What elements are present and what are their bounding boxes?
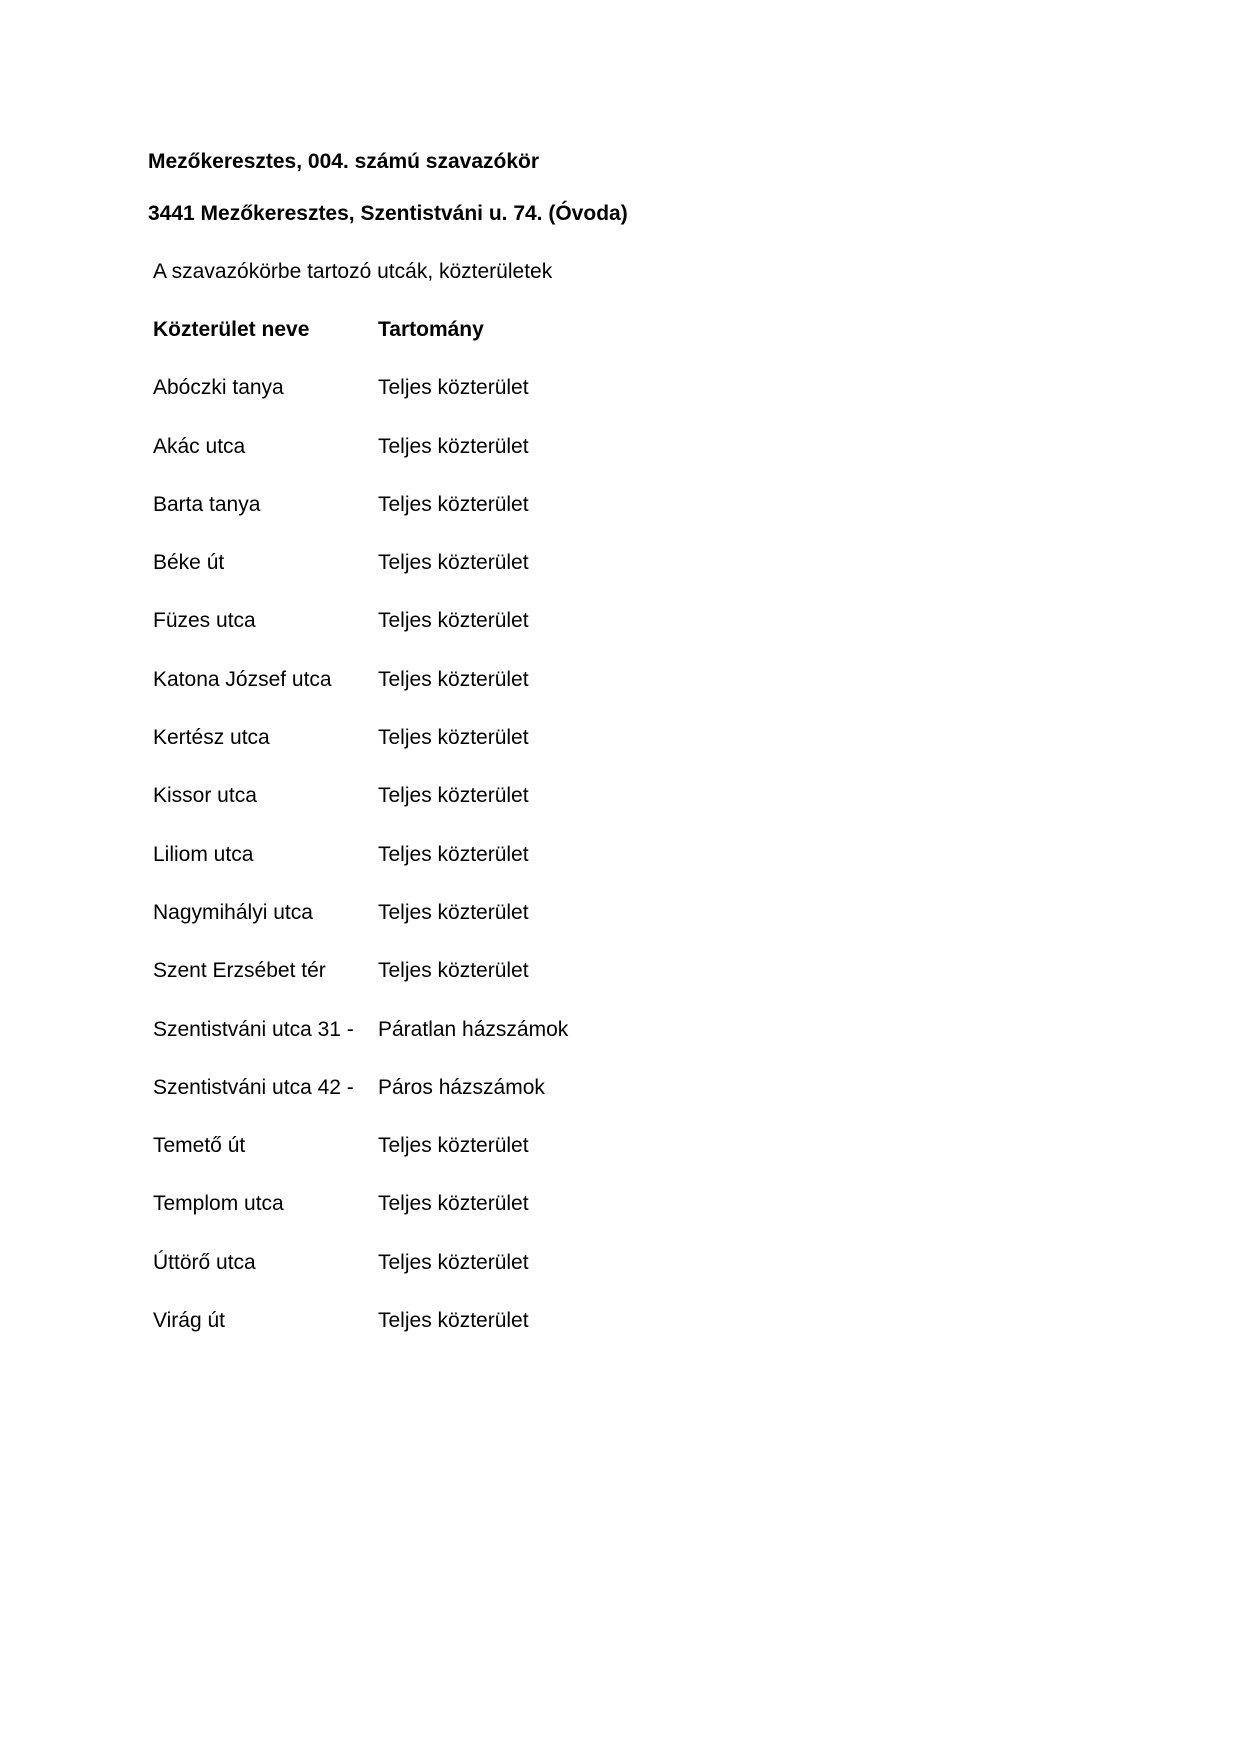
table-header-row [153, 318, 853, 376]
table-row [153, 1018, 853, 1076]
street-range: Páros házszámok [378, 1075, 545, 1099]
header-range: Tartomány [378, 318, 484, 341]
table-row [153, 843, 853, 901]
street-name: Barta tanya [153, 492, 261, 516]
street-range: Teljes közterület [378, 1134, 529, 1158]
table-row [153, 784, 853, 842]
table-row [153, 668, 853, 726]
table-row [153, 726, 853, 784]
street-name: Temető út [153, 1134, 246, 1158]
street-range: Teljes közterület [378, 1309, 529, 1333]
street-range: Teljes közterület [378, 667, 529, 691]
table-row [153, 551, 853, 609]
intro-text: A szavazókörbe tartozó utcák, közterületek [153, 260, 553, 283]
table-row [153, 1309, 853, 1367]
table-row [153, 1076, 853, 1134]
street-name: Úttörő utca [153, 1250, 256, 1274]
street-range: Teljes közterület [378, 434, 529, 458]
street-range: Teljes közterület [378, 900, 529, 924]
street-range: Teljes közterület [378, 959, 529, 983]
street-name: Kertész utca [153, 726, 270, 750]
table-row [153, 609, 853, 667]
street-name: Béke út [153, 551, 225, 575]
street-name: Szentistváni utca 31 - [153, 1017, 354, 1041]
table-row [153, 376, 853, 434]
street-name: Virág út [153, 1309, 225, 1333]
street-range: Teljes közterület [378, 609, 529, 633]
table-row [153, 493, 853, 551]
table-row [153, 901, 853, 959]
polling-station-address: 3441 Mezőkeresztes, Szentistváni u. 74. (Óvoda) [148, 202, 628, 225]
table-row [153, 1192, 853, 1250]
street-range: Teljes közterület [378, 784, 529, 808]
street-range: Teljes közterület [378, 726, 529, 750]
street-name: Akác utca [153, 434, 246, 458]
street-name: Abóczki tanya [153, 376, 284, 400]
street-range: Teljes közterület [378, 1250, 529, 1274]
street-name: Nagymihályi utca [153, 900, 313, 924]
street-name: Kissor utca [153, 784, 257, 808]
table-row [153, 1251, 853, 1309]
street-name: Liliom utca [153, 842, 254, 866]
table-row [153, 435, 853, 493]
street-name: Katona József utca [153, 667, 332, 691]
street-name: Szentistváni utca 42 - [153, 1075, 354, 1099]
street-name: Templom utca [153, 1192, 284, 1216]
street-range: Teljes közterület [378, 1192, 529, 1216]
street-range: Teljes közterület [378, 492, 529, 516]
street-range: Teljes közterület [378, 376, 529, 400]
street-range: Páratlan házszámok [378, 1017, 569, 1041]
street-range: Teljes közterület [378, 842, 529, 866]
streets-table [153, 318, 853, 1367]
table-row [153, 959, 853, 1017]
header-name: Közterület neve [153, 318, 310, 341]
document-title: Mezőkeresztes, 004. számú szavazókör [148, 150, 540, 173]
street-name: Szent Erzsébet tér [153, 959, 326, 983]
street-name: Füzes utca [153, 609, 256, 633]
table-row [153, 1134, 853, 1192]
street-range: Teljes közterület [378, 551, 529, 575]
